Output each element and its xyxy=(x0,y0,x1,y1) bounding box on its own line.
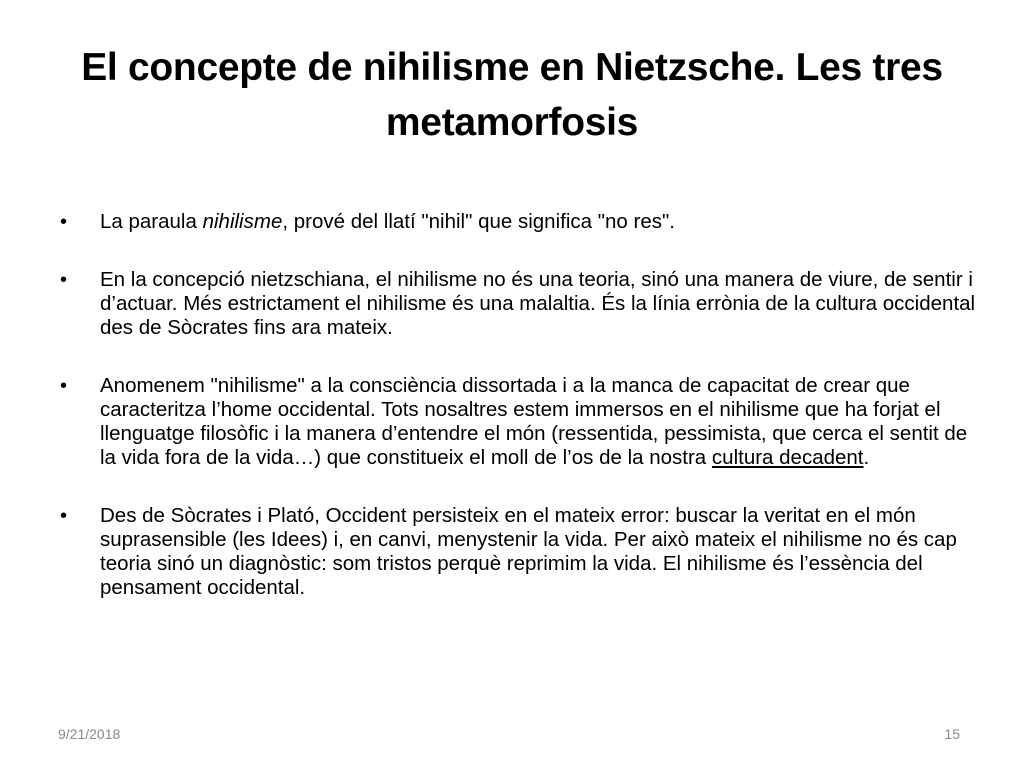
bullet-item xyxy=(60,504,980,600)
bullet-item xyxy=(60,268,980,340)
bullet-text-part: , prové del llatí "nihil" que significa "no res". xyxy=(282,210,675,233)
bullet-marker: • xyxy=(60,269,68,291)
bullet-marker: • xyxy=(60,375,68,397)
bullet-marker: • xyxy=(60,211,68,233)
underlined-term: cultura decadent xyxy=(711,446,864,469)
bullet-text-part: La paraula xyxy=(100,210,203,233)
bullet-text xyxy=(100,210,980,234)
bullet-item xyxy=(60,374,980,470)
bullet-text-part: Anomenem "nihilisme" a la consciència dissortada i a la manca de capacitat de crear que caracteritza l’home occidental. Tots nosaltres estem immersos en el nihilisme que ha forjat el llenguatge filosòfic i la manera d’entendre el món (ressentida, pessimista, que cerca el sentit de la vida fora de la vida…) que constitueix el moll de l’os de la nostra xyxy=(100,374,968,469)
bullet-list xyxy=(60,210,980,634)
footer-page-number: 15 xyxy=(944,726,960,742)
bullet-text xyxy=(100,374,980,470)
footer-date: 9/21/2018 xyxy=(58,726,121,742)
bullet-text: Des de Sòcrates i Plató, Occident persisteix en el mateix error: buscar la veritat en el món suprasensible (les Idees) i, en canvi, menystenir la vida. Per això mateix el nihilisme no és cap teoria sinó un diagnòstic: som tristos perquè reprimim la vida. El nihilisme és l’essència del pensament occidental. xyxy=(100,504,957,599)
bullet-item xyxy=(60,210,980,234)
emphasized-term: nihilisme xyxy=(202,210,283,233)
slide-title: El concepte de nihilisme en Nietzsche. Les tres metamorfosis xyxy=(81,46,943,144)
bullet-marker: • xyxy=(60,505,68,527)
bullet-text-part: . xyxy=(863,446,870,469)
bullet-text: En la concepció nietzschiana, el nihilisme no és una teoria, sinó una manera de viure, de sentir i d’actuar. Més estrictament el nihilisme és una malaltia. És la línia errònia de la cultura occidental des de Sòcrates fins ara mateix. xyxy=(100,268,976,339)
